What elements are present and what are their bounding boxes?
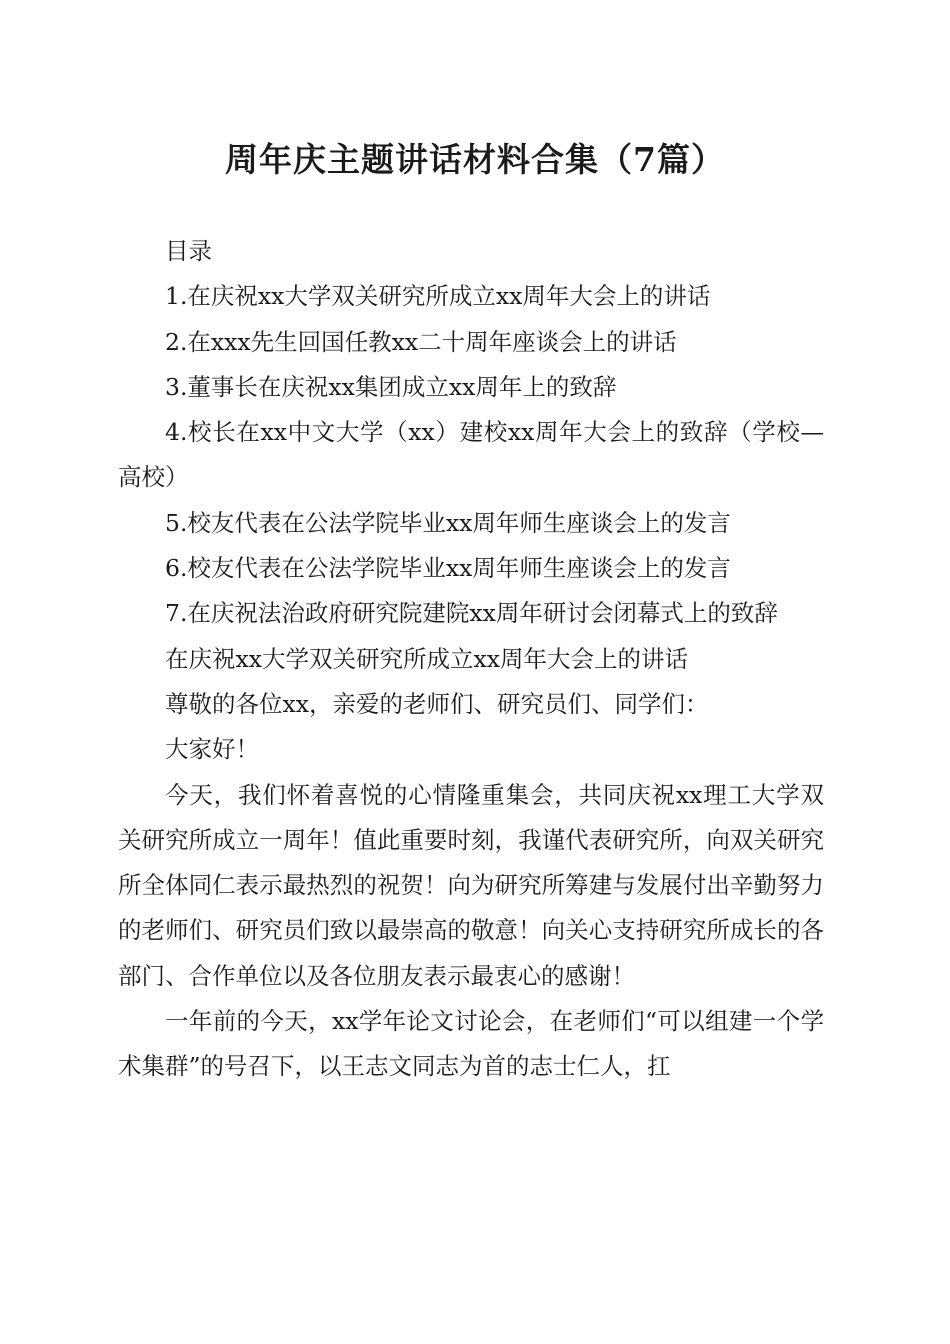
toc-item: 1.在庆祝xx大学双关研究所成立xx周年大会上的讲话 (165, 282, 711, 311)
toc-item: 2.在xxx先生回国任教xx二十周年座谈会上的讲话 (165, 327, 677, 356)
speech-paragraph: 今天，我们怀着喜悦的心情隆重集会，共同庆祝xx理工大学双关研究所成立一周年！值此重要时刻，我谨代表研究所，向双关研究所全体同仁表示最热烈的祝贺！向为研究所筹建与发展付出辛勤努力的老师们、研究员们致以最崇高的敬意！向关心支持研究所成长的各部门、合作单位以及各位朋友表示最衷心的感谢！ (118, 780, 824, 990)
speech-salutation: 尊敬的各位xx，亲爱的老师们、研究员们、同学们： (165, 689, 709, 718)
speech-greeting: 大家好！ (165, 735, 259, 764)
toc-heading: 目录 (165, 237, 212, 265)
toc-item: 4.校长在xx中文大学（xx）建校xx周年大会上的致辞（学校—高校） (118, 418, 824, 492)
document-title: 周年庆主题讲话材料合集（7篇） (225, 140, 725, 179)
speech-paragraph: 一年前的今天，xx学年论文讨论会，在老师们“可以组建一个学术集群”的号召下，以王志文同志为首的志士仁人，扛 (118, 1007, 824, 1081)
toc-item: 6.校友代表在公法学院毕业xx周年师生座谈会上的发言 (165, 554, 731, 583)
toc-item: 5.校友代表在公法学院毕业xx周年师生座谈会上的发言 (165, 508, 731, 537)
speech-heading: 在庆祝xx大学双关研究所成立xx周年大会上的讲话 (165, 644, 689, 673)
toc-item: 3.董事长在庆祝xx集团成立xx周年上的致辞 (165, 372, 617, 401)
document-body (118, 229, 824, 1090)
toc-item: 7.在庆祝法治政府研究院建院xx周年研讨会闭幕式上的致辞 (165, 599, 778, 628)
